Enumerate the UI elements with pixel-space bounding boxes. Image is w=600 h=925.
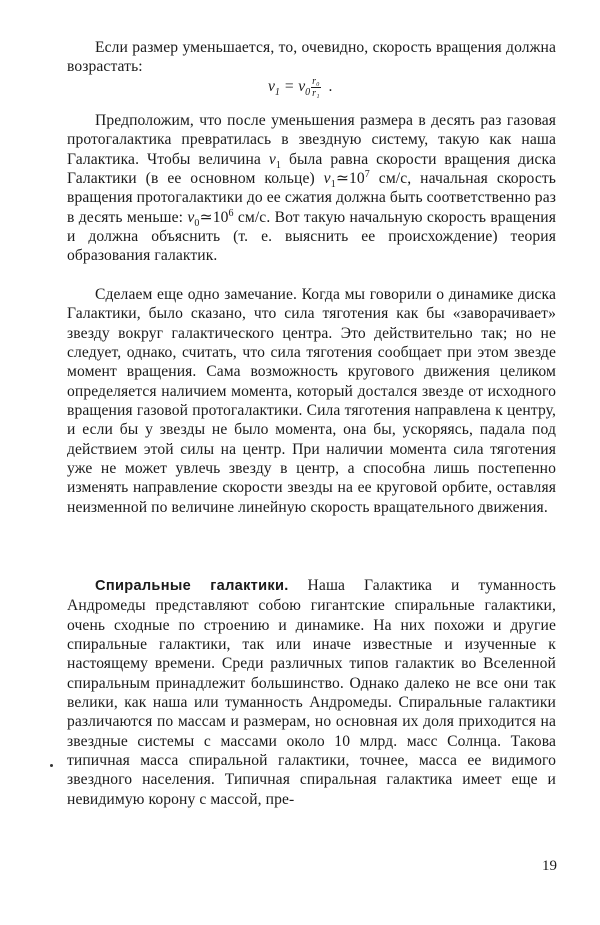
page-number: 19 (542, 858, 557, 874)
p2-var1-sub: 1 (275, 159, 282, 171)
formula-rhs-sub: 0 (305, 87, 311, 99)
formula-numerator: r₀ (312, 76, 320, 87)
paragraph-3-text: Сделаем еще одно замечание. Когда мы говорили о динамике диска Галактики, было сказано, что сила тяготения как бы «заворачивает» звезду вокруг галактического центра. Это действительно так; но не следует, однако, считать, что сила тяготения сообщает при этом звезде момент вращения. Сама возможность кругового движения целиком определяется наличием момента, который достался звезде от исходного вращения газовой протогалактики. Сила тяготения направлена к центру, и если бы у звезды не было момента, она бы, ускоряясь, падала под действием этой силы на центр. При наличии момента сила тяготения уже не может увлечь звезду в центр, а способна лишь постепенно изменять направление скорости звезды на ее круговой орбите, оставляя неизменной по величине линейную скорость вращательного движения. (67, 286, 556, 516)
formula-denominator: r₁ (312, 88, 320, 99)
margin-mark (50, 764, 53, 767)
p2-var3: v (187, 208, 195, 226)
p2-part1: Предположим, что после уменьшения размера в десять раз газовая протогалактика превратилась в звездную систему, такую как наша Галактика. Чтобы величина (67, 112, 556, 168)
formula-eq: = (279, 78, 299, 96)
p2-part3: см/с, начальная скорость вращения протогалактики до ее сжатия должна быть соответственно раз в десять меньше: (67, 170, 556, 226)
paragraph-1-text: Если размер уменьшается, то, очевидно, скорость вращения должна возрастать: (67, 39, 556, 76)
p2-approx1: ≃10 (335, 170, 365, 188)
paragraph-2 (67, 111, 556, 266)
p2-var2: v (323, 170, 331, 188)
p2-exp1: 7 (364, 168, 370, 180)
formula-velocity (268, 76, 332, 108)
paragraph-4 (67, 576, 556, 809)
paragraph-4-body: Наша Галактика и туманность Андромеды представляют собою гигантские спиральные галактики, очень сходные по строению и динамике. На них похожи и другие спиральные галактики, так или иначе известные и изученные к настоящему времени. Среди различных типов галактик во Вселенной спиральным принадлежит большинство. Однако далеко не все они так велики, как наша или туманность Андромеды. Спиральные галактики различаются по массам и размерам, но основная их доля приходится на звездные системы с массами около 10 млрд. масс Солнца. Такова типичная масса спиральной галактики, точнее, масса ее видимого звездного населения. Типичная спиральная галактика имеет еще и невидимую корону с массой, пре- (67, 577, 556, 808)
p2-var3-sub: 0 (194, 217, 200, 229)
paragraph-4-text (67, 576, 556, 809)
p2-var1: v (268, 150, 276, 168)
p2-var2-sub: 1 (330, 179, 336, 191)
paragraph-3 (67, 285, 556, 517)
paragraph-1 (67, 38, 556, 77)
section-heading: Спиральные галактики. (95, 578, 289, 594)
p2-part4: см/с. Вот такую начальную скорость вращения и должна объяснить (т. е. выяснить ее происхождение) теория образования галактик. (67, 208, 557, 265)
formula-end: . (328, 78, 333, 96)
formula-lhs-sub: 1 (274, 87, 280, 99)
paragraph-2-text (67, 111, 556, 266)
p2-exp2: 6 (228, 207, 234, 219)
formula-fraction (311, 76, 320, 99)
p2-part2: была равна скорости вращения диска Галактики (в ее основном кольце) (67, 150, 556, 188)
p2-approx2: ≃10 (199, 208, 229, 226)
formula-rhs: v (298, 78, 306, 96)
formula-lhs: v (268, 78, 275, 96)
